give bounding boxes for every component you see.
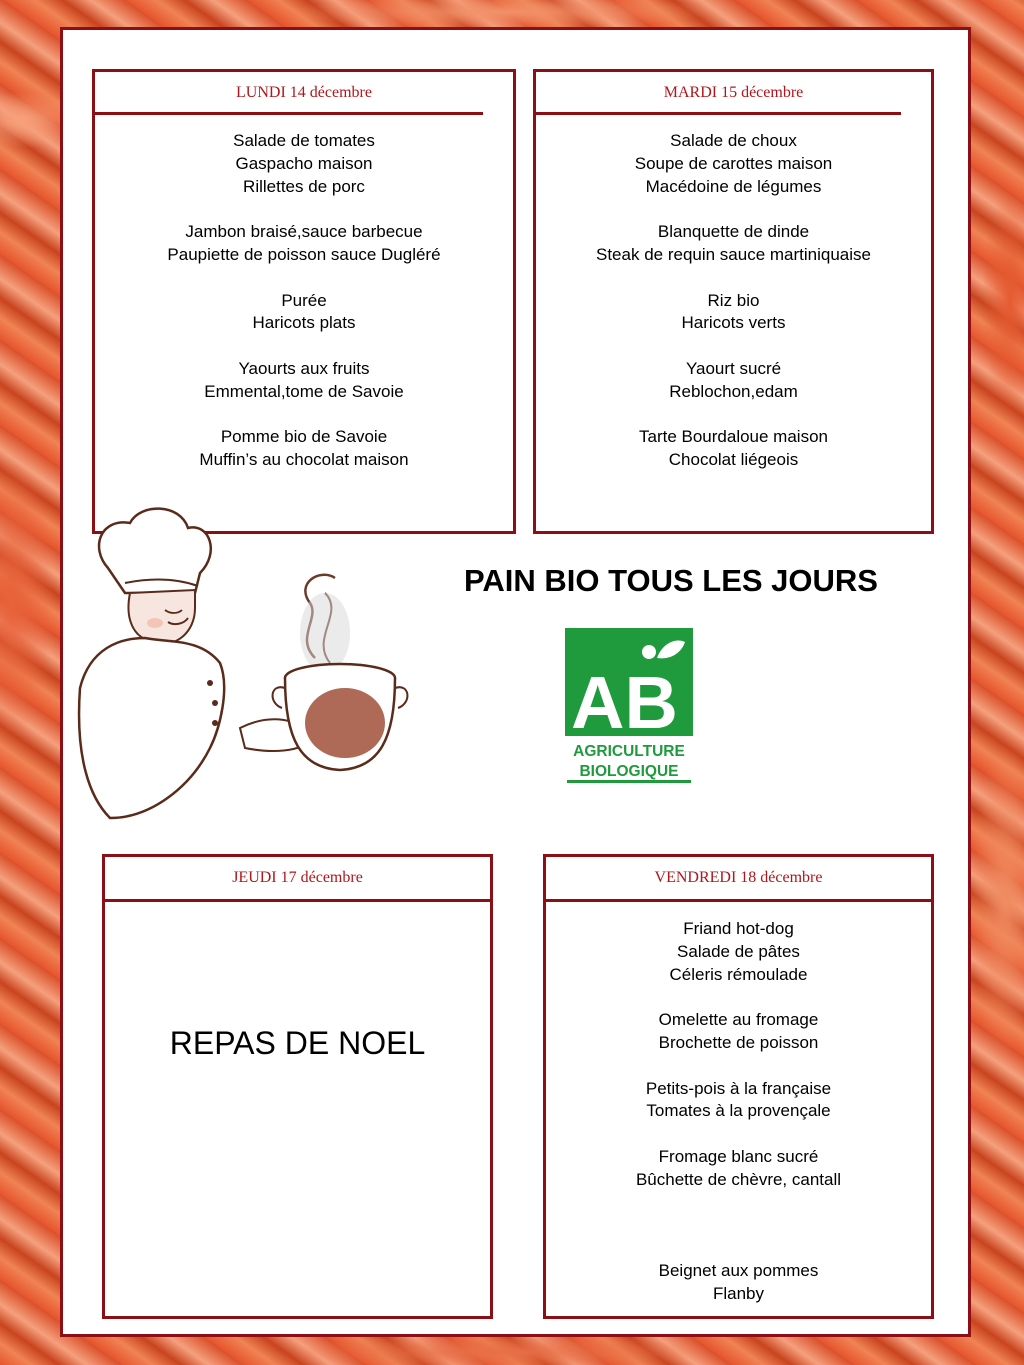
menu-item: Steak de requin sauce martiniquaise [596,244,871,264]
menu-group [536,290,931,336]
thursday-title: JEUDI 17 décembre [105,857,490,902]
menu-group [536,221,931,267]
menu-group [546,1260,931,1306]
tuesday-menu-list [536,114,931,472]
menu-item: Petits-pois à la française [645,1078,832,1098]
chef-with-soup-pot-icon [70,498,420,838]
menu-item: Tarte Bourdaloue maison [638,427,828,447]
monday-menu-list [95,114,513,472]
menu-group [95,221,513,267]
logo-line1: AGRICULTURE [573,743,685,760]
menu-group [536,358,931,404]
menu-item [546,1214,931,1237]
menu-item: Jambon braisé,sauce barbecue [185,222,423,242]
friday-title: VENDREDI 18 décembre [546,857,931,902]
christmas-meal-text: REPAS DE NOEL [169,1025,426,1061]
menu-item: Reblochon,edam [669,381,798,401]
menu-group [546,1009,931,1055]
menu-item: Salade de pâtes [677,941,800,961]
menu-item: Soupe de carottes maison [634,153,833,173]
menu-group [536,130,931,198]
organic-bread-banner: PAIN BIO TOUS LES JOURS [464,563,878,598]
menu-group [95,290,513,336]
menu-item: Salade de tomates [233,131,375,150]
menu-item: Beignet aux pommes [658,1260,819,1280]
menu-group [95,130,513,198]
monday-menu-box [92,69,516,534]
menu-item: Haricots verts [681,313,786,333]
logo-line2: BIOLOGIQUE [579,763,679,780]
menu-item: Céleris rémoulade [669,964,808,984]
menu-item: Salade de choux [670,131,797,150]
menu-group [95,358,513,404]
menu-item: Emmental,tome de Savoie [204,381,404,401]
menu-item: Rillettes de porc [243,176,365,196]
menu-item: Omelette au fromage [658,1010,819,1030]
logo-underline [567,780,691,783]
menu-item: Flanby [712,1283,765,1303]
menu-item: Yaourt sucré [685,358,782,378]
menu-group [536,426,931,472]
friday-menu-box [543,854,934,1319]
menu-item: Bûchette de chèvre, cantall [635,1169,842,1189]
tuesday-menu-box [533,69,934,534]
tuesday-title: MARDI 15 décembre [536,72,931,114]
menu-item: Brochette de poisson [658,1032,819,1052]
menu-item: Haricots plats [252,313,356,333]
menu-item: Pomme bio de Savoie [220,427,388,447]
ab-organic-logo [565,628,693,786]
menu-item: Macédoine de légumes [645,176,822,196]
menu-group [546,1214,931,1237]
menu-item: Paupiette de poisson sauce Dugléré [167,244,441,264]
menu-item: Blanquette de dinde [657,222,810,242]
menu-item: Tomates à la provençale [646,1101,831,1121]
menu-item: Purée [281,290,327,310]
friday-menu-list [546,902,931,1306]
menu-group [95,426,513,472]
menu-item: Riz bio [707,290,760,310]
thursday-menu-box [102,854,493,1319]
menu-group [546,1078,931,1124]
menu-item: Gaspacho maison [235,153,373,173]
logo-letters: AB [571,661,678,744]
menu-group [546,918,931,986]
menu-item: Chocolat liégeois [668,450,799,470]
menu-item: Yaourts aux fruits [238,358,370,378]
menu-group [546,1146,931,1192]
monday-title: LUNDI 14 décembre [95,72,513,114]
menu-item: Friand hot-dog [683,919,794,938]
menu-item: Muffin’s au chocolat maison [199,450,409,470]
menu-item: Fromage blanc sucré [658,1146,819,1166]
